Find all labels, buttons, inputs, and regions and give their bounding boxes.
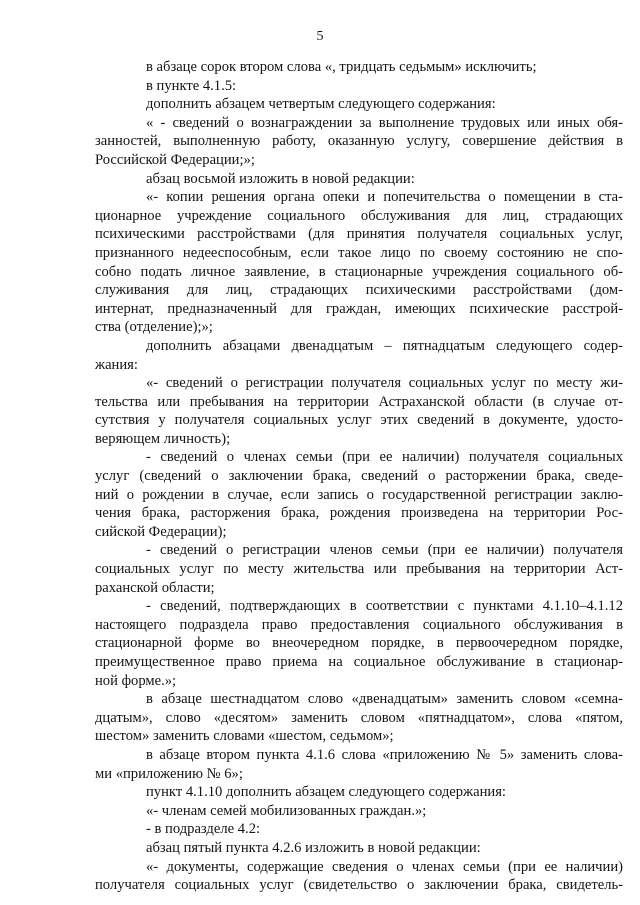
text-line: услуг (сведений о заключении брака, сведений о расторжении брака, сведе- [95,468,623,485]
text-line: социальных услуг по месту жительства или пребывания на территории Аст- [95,561,623,578]
text-line: получателя социальных услуг (свидетельство о заключении брака, свидетель- [95,877,623,894]
text-line: «- документы, содержащие сведения о членах семьи (при ее наличии) [146,858,623,875]
text-line: ной форме.»; [95,672,177,689]
document-body [95,58,623,895]
text-line: дополнить абзацем четвертым следующего содержания: [146,96,496,113]
text-line: Российской Федерации;»; [95,151,255,168]
text-line: в пункте 4.1.5: [146,77,237,94]
text-line: стационарной форме во внеочередном порядке, в первоочередном порядке, [95,635,623,652]
text-line: «- сведений о регистрации получателя социальных услуг по месту жи- [146,375,623,392]
text-line: сутствия у получателя социальных услуг этих сведений в документе, удосто- [95,412,623,429]
text-line: - сведений о регистрации членов семьи (при ее наличии) получателя [146,542,623,559]
text-line: ми «приложению № 6»; [95,765,243,782]
text-line: раханской области; [95,579,215,596]
text-line: психическими расстройствами (для принятия получателя социальных услуг, [95,226,623,243]
text-line: в абзаце шестнадцатом слово «двенадцатым» заменить словом «семна- [146,691,623,708]
text-line: пункт 4.1.10 дополнить абзацем следующего содержания: [146,784,506,801]
text-line: «- членам семей мобилизованных граждан.»; [146,802,427,819]
text-line: служивания для лиц, страдающих психическими расстройствами (дом- [95,282,623,299]
text-line: - сведений, подтверждающих в соответствии с пунктами 4.1.10–4.1.12 [146,598,623,615]
text-line: веряющем личность); [95,430,231,447]
text-line: в абзаце втором пункта 4.1.6 слова «приложению № 5» заменить слова- [146,746,623,763]
text-line: преимущественное право приема на социальное обслуживание в стационар- [95,654,623,670]
text-line: - в подразделе 4.2: [146,821,261,838]
text-line: абзац пятый пункта 4.2.6 изложить в новой редакции: [146,839,481,856]
text-line: собно подать личное заявление, в стационарные учреждения социального об- [95,263,623,280]
text-line: ционарное учреждение социального обслуживания для лиц, страдающих [95,207,623,224]
text-line: ний о рождении в случае, если запись о государственной регистрации заклю- [95,486,623,503]
text-line: чения брака, расторжения брака, рождения произведена на территории Рос- [95,505,623,522]
text-line: настоящего подраздела право предоставления социального обслуживания в [95,616,623,633]
text-line: дцатым», слово «десятом» заменить словом «пятнадцатом», слова «пятом, [95,709,623,726]
text-line: - сведений о членах семьи (при ее наличии) получателя социальных [146,449,623,466]
text-line: шестом» заменить словами «шестом, седьмом»; [95,728,394,745]
text-line: интернат, предназначенный для граждан, имеющих психические расстрой- [95,300,623,317]
text-line: сийской Федерации); [95,523,227,540]
text-line: признанного недееспособным, если такое лицо по своему состоянию не спо- [95,244,623,261]
text-line: занностей, выполненную работу, оказанную услугу, совершение действия в [95,133,623,150]
text-line: « - сведений о вознаграждении за выполнение трудовых или иных обя- [146,114,623,131]
text-line: «- копии решения органа опеки и попечительства о помещении в ста- [146,189,623,206]
text-line: в абзаце сорок втором слова «, тридцать седьмым» исключить; [146,59,537,75]
text-line: тельства или пребывания на территории Астраханской области (в случае от- [95,393,623,410]
text-line: дополнить абзацами двенадцатым – пятнадцатым следующего содер- [146,337,623,354]
text-line: абзац восьмой изложить в новой редакции: [146,170,415,187]
text-line: жания: [95,356,138,373]
page-number: 5 [316,29,324,44]
text-line: ства (отделение);»; [95,319,213,336]
